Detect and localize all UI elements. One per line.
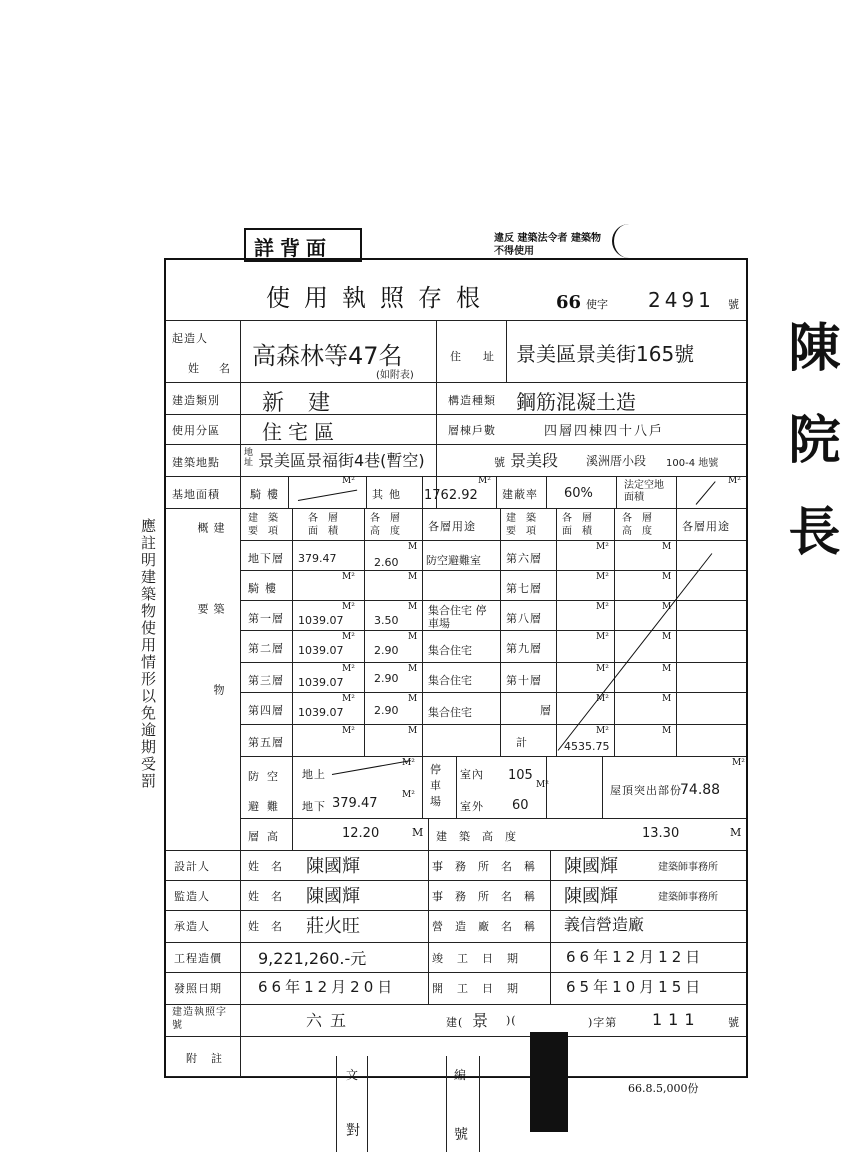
unit-marker: M — [662, 726, 672, 736]
bottom-mid-char: 號 — [454, 1127, 468, 1143]
designer-office: 陳國輝 — [564, 856, 618, 877]
applicant-name-note: (如附表) — [376, 370, 414, 381]
height-unit: M — [412, 826, 425, 839]
floor-name: 第五層 — [248, 736, 284, 749]
building-height-value: 13.30 — [642, 826, 680, 841]
structure-label: 構造種類 — [448, 394, 496, 407]
unit-marker: M² — [342, 632, 355, 642]
floor-area: 1039.07 — [298, 614, 344, 627]
applicant-label: 起造人 — [172, 332, 208, 345]
coverage-value: 60% — [564, 486, 593, 501]
area-unit-2: M² — [478, 476, 491, 486]
permit-suffix: 號 — [728, 1016, 740, 1029]
col-height-left: 各層高度 — [370, 513, 410, 537]
col-use-left: 各層用途 — [428, 520, 476, 533]
floor-name: 層 — [540, 704, 552, 717]
right-edge-stamp: 陳院長 — [779, 320, 840, 596]
unit-marker: M² — [732, 758, 745, 768]
contractor-label: 承造人 — [174, 920, 210, 933]
floors-units-label: 層棟戶數 — [448, 424, 496, 437]
floor-name: 第七層 — [506, 582, 542, 595]
permit-tail: )字第 — [588, 1016, 618, 1029]
unused-floors-strike — [558, 553, 713, 751]
shelter-above: 地上 — [302, 768, 326, 781]
unit-marker: M — [408, 572, 418, 582]
supervisor-office: 陳國輝 — [564, 886, 618, 907]
floor-height: 2.90 — [374, 644, 399, 657]
permit-number-word: 使字 — [586, 298, 608, 311]
supervisor-name-label: 姓名 — [248, 890, 294, 903]
unit-marker: M — [408, 542, 418, 552]
unit-marker: M — [408, 726, 418, 736]
applicant-name-label: 姓名 — [188, 362, 250, 375]
col-area-left: 各層面積 — [308, 513, 348, 537]
unit-marker: M² — [342, 602, 355, 612]
permit-word: 景 — [472, 1011, 489, 1030]
parking-indoor: 室內 — [460, 768, 484, 781]
floor-use: 集合住宅 — [428, 674, 472, 687]
unit-marker: M² — [342, 694, 355, 704]
unit-marker: M — [662, 572, 672, 582]
unit-marker: M — [662, 632, 672, 642]
site-suffix: 號 — [494, 456, 506, 469]
floor-area: 379.47 — [298, 552, 337, 565]
floor-use: 集合住宅 — [428, 644, 472, 657]
lot-subsection: 溪洲厝小段 — [586, 454, 647, 468]
contractor-name-label: 姓名 — [248, 920, 294, 933]
unit-marker: M² — [342, 664, 355, 674]
applicant-name: 高森林等47名 — [252, 342, 403, 370]
margin-note: 應註明建築物使用情形以免逾期受罰 — [139, 518, 157, 790]
unit-marker: M — [662, 694, 672, 704]
zone-value: 住宅區 — [262, 420, 340, 444]
permit-label: 建造執照字號 — [172, 1007, 227, 1031]
supervisor-office-suffix: 建築師事務所 — [658, 892, 718, 903]
floor-name: 第二層 — [248, 642, 284, 655]
top-seal — [612, 224, 678, 258]
note-label: 附註 — [186, 1052, 236, 1065]
designer-office-label: 事務所名稱 — [432, 860, 547, 873]
form-title: 使用執照存根 — [266, 284, 494, 312]
unit-marker: M — [408, 694, 418, 704]
address-label: 住址 — [450, 350, 516, 363]
unit-marker: M — [408, 664, 418, 674]
issue-value: 66年12月20日 — [258, 978, 397, 996]
unit-marker: M² — [596, 542, 609, 552]
col-use-right: 各層用途 — [682, 520, 730, 533]
legal-label: 法定空地面積 — [624, 480, 664, 503]
floor-name: 第六層 — [506, 552, 542, 565]
floor-area: 1039.07 — [298, 706, 344, 719]
permit-year: 六五 — [306, 1011, 355, 1030]
designer-label: 設計人 — [174, 860, 210, 873]
permit-word-label: 建( — [446, 1016, 464, 1029]
roof-value: 74.88 — [680, 782, 721, 798]
designer-name-label: 姓名 — [248, 860, 294, 873]
floor-name: 第九層 — [506, 642, 542, 655]
designer-office-suffix: 建築師事務所 — [658, 862, 718, 873]
floors-units-value: 四層四棟四十八戶 — [544, 424, 665, 439]
shelter-label-1: 防空 — [248, 770, 286, 783]
lot-section: 景美段 — [510, 451, 559, 470]
unit-marker: M² — [596, 602, 609, 612]
unit-marker: M² — [596, 726, 609, 736]
unit-marker: M² — [402, 758, 415, 768]
roof-label: 屋頂突出部份 — [610, 784, 682, 797]
start-value: 65年10月15日 — [566, 978, 705, 996]
area-unit-1: M² — [342, 476, 355, 486]
permit-mid: )( — [506, 1014, 517, 1027]
footer-print-info: 66.8.5,000份 — [628, 1082, 699, 1095]
floors-section-label: 建築物概要 — [196, 522, 225, 765]
shelter-below: 地下 — [302, 800, 326, 813]
unit-marker: M² — [596, 632, 609, 642]
height-value: 12.20 — [342, 826, 380, 841]
unit-marker: M² — [342, 726, 355, 736]
floor-height: 2.90 — [374, 672, 399, 685]
structure-value: 鋼筋混凝土造 — [516, 390, 636, 414]
lot-number: 100-4 地號 — [666, 458, 719, 469]
unit-marker: M — [662, 542, 672, 552]
floor-height: 2.60 — [374, 556, 399, 569]
site-value: 景美區景福街4巷(暫空) — [258, 451, 425, 470]
floor-use: 集合住宅 停車場 — [428, 604, 487, 630]
permit-number-prefix: 66 — [556, 292, 582, 313]
build-type-value: 新建 — [262, 391, 355, 416]
floor-name: 第一層 — [248, 612, 284, 625]
floor-name: 第十層 — [506, 674, 542, 687]
detail-back-stamp — [244, 228, 362, 262]
site-sub-label: 地址 — [244, 448, 254, 468]
total-area: 4535.75 — [564, 740, 610, 753]
area-label: 基地面積 — [172, 488, 220, 501]
bottom-left-char: 文 — [346, 1068, 359, 1082]
parking-label: 停車場 — [430, 763, 441, 808]
issue-label: 發照日期 — [174, 982, 222, 995]
permit-number: 2491 — [648, 288, 715, 312]
parking-outdoor: 室外 — [460, 800, 484, 813]
arcade-label: 騎樓 — [250, 488, 284, 501]
shelter-below-value: 379.47 — [332, 796, 378, 811]
floor-area: 1039.07 — [298, 644, 344, 657]
floor-use: 防空避難室 — [426, 554, 481, 567]
supervisor-office-label: 事務所名稱 — [432, 890, 547, 903]
parking-indoor-value: 105 — [508, 768, 533, 783]
floor-name: 地下層 — [248, 552, 284, 565]
bottom-left-char-2: 對 — [346, 1123, 360, 1139]
start-label: 開工日期 — [432, 982, 532, 995]
zone-label: 使用分區 — [172, 424, 220, 437]
parking-outdoor-value: 60 — [512, 798, 529, 813]
floor-name: 第八層 — [506, 612, 542, 625]
bottom-mid-top: 編 — [454, 1068, 467, 1082]
building-height-label: 建築高度 — [436, 830, 528, 843]
floor-height: 2.90 — [374, 704, 399, 717]
arcade-strike — [298, 490, 357, 501]
floor-height: 3.50 — [374, 614, 399, 627]
floor-name: 第三層 — [248, 674, 284, 687]
unit-marker: M² — [596, 664, 609, 674]
other-value: 1762.92 — [424, 488, 478, 503]
shelter-above-strike — [332, 760, 411, 775]
contractor-firm-label: 營造廠名稱 — [432, 920, 547, 933]
designer-name: 陳國輝 — [306, 856, 360, 877]
floor-name: 騎樓 — [248, 582, 282, 595]
unit-marker: M — [408, 632, 418, 642]
cost-label: 工程造價 — [174, 952, 222, 965]
address-value: 景美區景美街165號 — [516, 342, 695, 366]
unit-marker: M² — [402, 790, 415, 800]
supervisor-name: 陳國輝 — [306, 886, 360, 907]
area-unit-3: M² — [728, 476, 741, 486]
floor-area: 1039.07 — [298, 676, 344, 689]
col-area-right: 各層面積 — [562, 513, 602, 537]
permit-number-value: 111 — [652, 1010, 701, 1029]
top-note-left: 違反 建築法令者 建築物不得使用 — [494, 233, 601, 257]
cost-value: 9,221,260.-元 — [258, 949, 367, 968]
building-height-unit: M — [730, 826, 743, 839]
height-label: 層高 — [248, 830, 286, 843]
unit-marker: M² — [596, 572, 609, 582]
unit-marker: M — [408, 602, 418, 612]
official-seal — [530, 1032, 568, 1132]
unit-marker: M — [662, 664, 672, 674]
col-item-left: 建築要項 — [248, 513, 288, 537]
use-permit-form — [164, 258, 748, 1078]
unit-marker: M² — [536, 780, 549, 790]
shelter-label-2: 避難 — [248, 800, 286, 813]
permit-number-suffix: 號 — [728, 298, 739, 311]
col-height-right: 各層高度 — [622, 513, 662, 537]
col-item-right: 建築要項 — [506, 513, 546, 537]
contractor-firm: 義信營造廠 — [564, 915, 645, 934]
build-type-label: 建造類別 — [172, 394, 220, 407]
other-label: 其他 — [372, 488, 406, 501]
completion-value: 66年12月12日 — [566, 948, 705, 966]
unit-marker: M — [662, 602, 672, 612]
unit-marker: M² — [596, 694, 609, 704]
supervisor-label: 監造人 — [174, 890, 210, 903]
floor-use: 集合住宅 — [428, 706, 472, 719]
legal-strike — [696, 481, 716, 505]
floor-name: 第四層 — [248, 704, 284, 717]
completion-label: 竣工日期 — [432, 952, 532, 965]
unit-marker: M² — [342, 572, 355, 582]
coverage-label: 建蔽率 — [502, 488, 538, 501]
detail-back-stamp-text: 詳背面 — [254, 236, 332, 260]
site-label: 建築地點 — [172, 456, 220, 469]
contractor-name: 莊火旺 — [306, 916, 360, 937]
floor-name: 計 — [516, 736, 528, 749]
